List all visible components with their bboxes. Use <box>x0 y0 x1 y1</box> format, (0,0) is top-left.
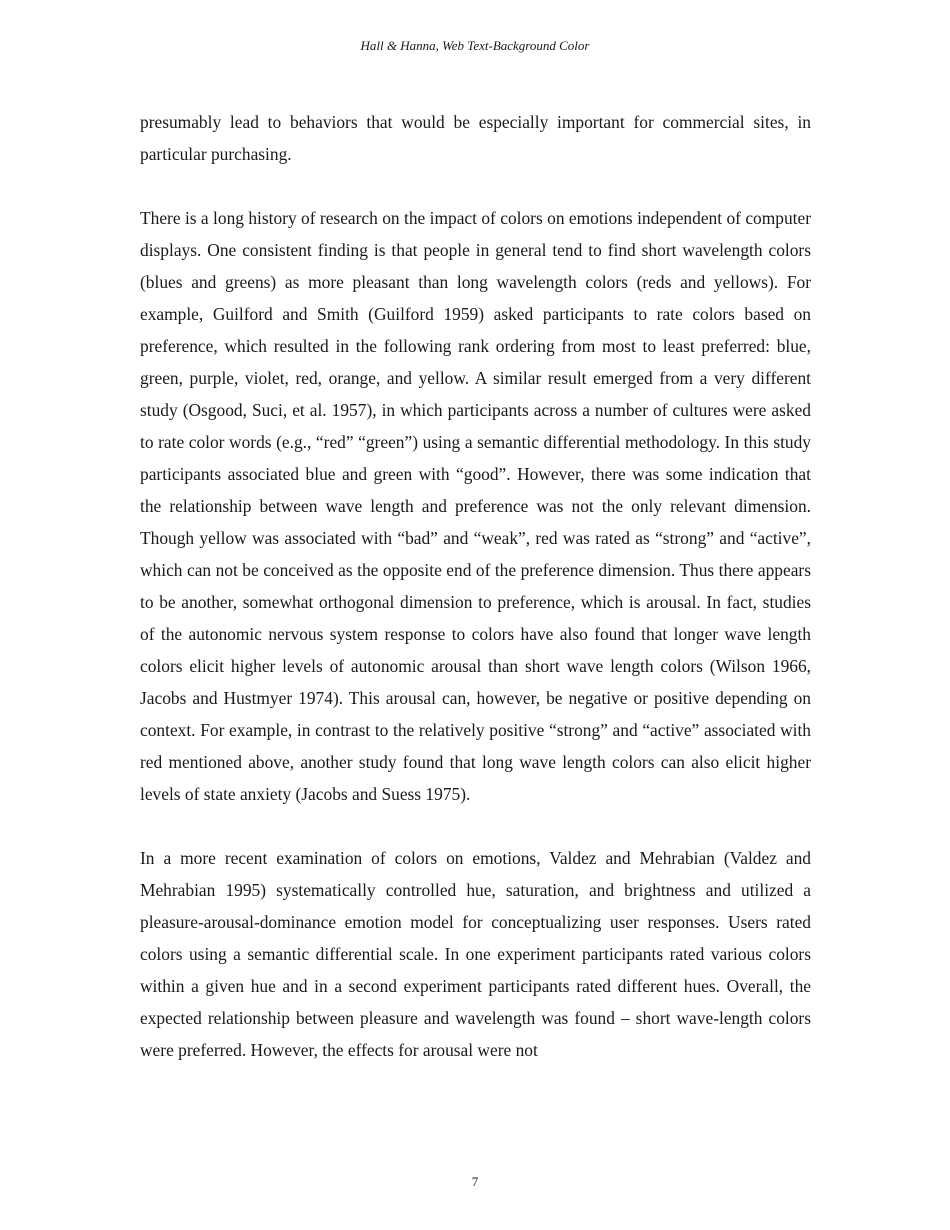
paragraph-color-emotion-history: There is a long history of research on the impact of colors on emotions independent of computer displays. One consistent finding is that people in general tend to find short wavelength colors (blues and greens) as more pleasant than long wavelength colors (reds and yellows). For example, Guilford and Smith (Guilford 1959) asked participants to rate colors based on preference, which resulted in the following rank ordering from most to least preferred: blue, green, purple, violet, red, orange, and yellow. A similar result emerged from a very different study (Osgood, Suci, et al. 1957), in which participants across a number of cultures were asked to rate color words (e.g., “red” “green”) using a semantic differential methodology. In this study participants associated blue and green with “good”. However, there was some indication that the relationship between wave length and preference was not the only relevant dimension. Though yellow was associated with “bad” and “weak”, red was rated as “strong” and “active”, which can not be conceived as the opposite end of the preference dimension. Thus there appears to be another, somewhat orthogonal dimension to preference, which is arousal. In fact, studies of the autonomic nervous system response to colors have also found that longer wave length colors elicit higher levels of autonomic arousal than short wave length colors (Wilson 1966, Jacobs and Hustmyer 1974). This arousal can, however, be negative or positive depending on context. For example, in contrast to the relatively positive “strong” and “active” associated with red mentioned above, another study found that long wave length colors can also elicit higher levels of state anxiety (Jacobs and Suess 1975). <box>140 208 811 804</box>
paragraph-continuation: presumably lead to behaviors that would be especially important for commercial sites, in particular purchasing. <box>140 112 811 164</box>
page-number: 7 <box>471 1174 479 1189</box>
page-body <box>140 106 811 1098</box>
running-header: Hall & Hanna, Web Text-Background Color <box>360 38 590 53</box>
paragraph-valdez-mehrabian: In a more recent examination of colors on emotions, Valdez and Mehrabian (Valdez and Mehrabian 1995) systematically controlled hue, saturation, and brightness and utilized a pleasure-arousal-dominance emotion model for conceptualizing user responses. Users rated colors using a semantic differential scale. In one experiment participants rated various colors within a given hue and in a second experiment participants rated different hues. Overall, the expected relationship between pleasure and wavelength was found – short wave-length colors were preferred. However, the effects for arousal were not <box>140 848 811 1060</box>
